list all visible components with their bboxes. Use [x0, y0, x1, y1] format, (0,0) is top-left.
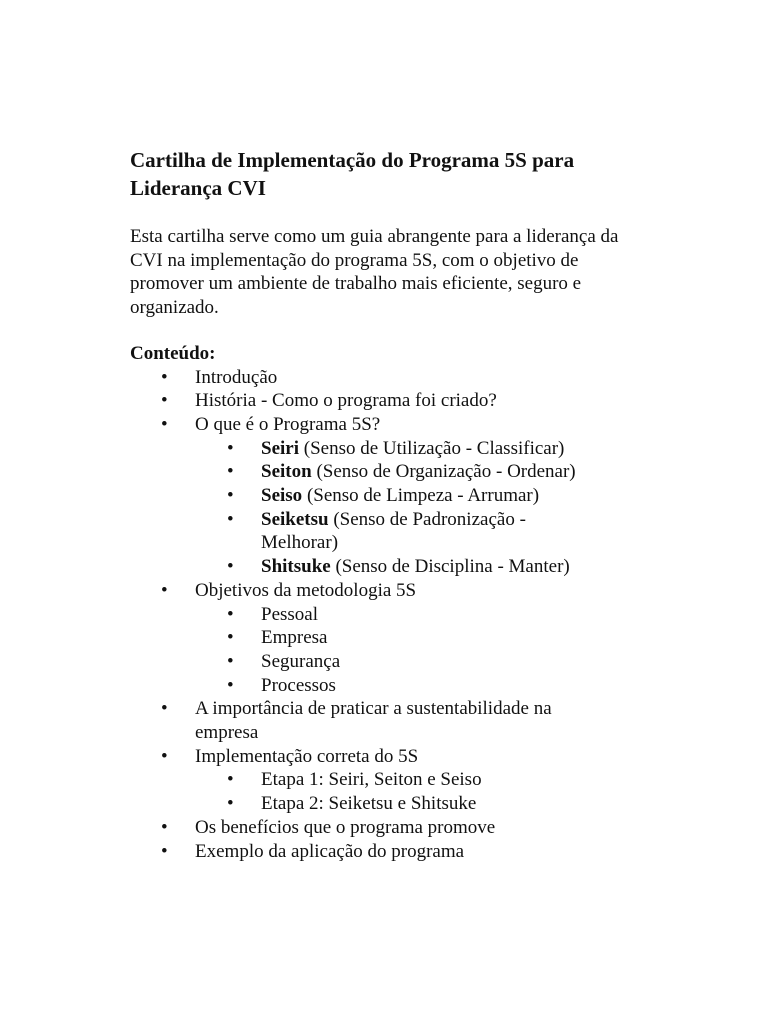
- term-label: Seiketsu: [261, 508, 329, 530]
- term-label: Seiso: [261, 485, 303, 507]
- sublist-item: [130, 650, 650, 674]
- sublist-item: [130, 484, 650, 508]
- sublist-5s-senses: [130, 437, 650, 579]
- intro-paragraph: Esta cartilha serve como um guia abrangente para a liderança da CVI na implementação do programa 5S, com o objetivo de promover um ambiente de trabalho mais eficiente, seguro e organizado.: [130, 226, 619, 318]
- bullet-icon: •: [227, 461, 234, 483]
- bullet-icon: •: [161, 745, 168, 767]
- document-page: [130, 146, 650, 863]
- list-item-text: Exemplo da aplicação do programa: [195, 840, 465, 862]
- term-description: (Senso de Organização - Ordenar): [311, 461, 576, 483]
- sublist-objetivos: [130, 603, 650, 698]
- sublist-item-text: Empresa: [261, 627, 328, 649]
- contents-list: [130, 366, 650, 864]
- sublist-item: [130, 603, 650, 627]
- bullet-icon: •: [227, 603, 234, 625]
- list-item-text: Os benefícios que o programa promove: [195, 816, 496, 838]
- sublist-item-text: Pessoal: [261, 603, 318, 625]
- list-item-text: A importância de praticar a sustentabilidade na empresa: [195, 698, 552, 744]
- bullet-icon: •: [227, 437, 234, 459]
- term-description: (Senso de Padronização - Melhorar): [261, 508, 526, 554]
- list-item: [130, 816, 650, 840]
- list-item: [130, 697, 650, 744]
- list-item: [130, 579, 650, 603]
- list-item: [130, 389, 650, 413]
- list-item-text: Implementação correta do 5S: [195, 745, 419, 767]
- list-item: [130, 840, 650, 864]
- bullet-icon: •: [161, 390, 168, 412]
- sublist-etapas: [130, 768, 650, 815]
- term-description: (Senso de Utilização - Classificar): [299, 437, 565, 459]
- sublist-item: [130, 768, 650, 792]
- bullet-icon: •: [227, 485, 234, 507]
- sublist-item: [130, 674, 650, 698]
- sublist-item: [130, 626, 650, 650]
- sublist-item-text: Processos: [261, 674, 336, 696]
- sublist-item-text: Etapa 2: Seiketsu e Shitsuke: [261, 793, 477, 815]
- list-item-text: Introdução: [195, 366, 278, 388]
- bullet-icon: •: [161, 366, 168, 388]
- bullet-icon: •: [161, 579, 168, 601]
- sublist-container: [130, 603, 650, 698]
- bullet-icon: •: [161, 840, 168, 862]
- bullet-icon: •: [227, 674, 234, 696]
- bullet-icon: •: [227, 508, 234, 530]
- sublist-container: [130, 437, 650, 579]
- sublist-container: [130, 768, 650, 815]
- bullet-icon: •: [161, 698, 168, 720]
- sublist-item: [130, 555, 650, 579]
- sublist-item: [130, 460, 650, 484]
- bullet-icon: •: [227, 650, 234, 672]
- list-item-text: O que é o Programa 5S?: [195, 413, 381, 435]
- term-label: Seiton: [261, 461, 312, 483]
- bullet-icon: •: [227, 793, 234, 815]
- list-item: [130, 745, 650, 769]
- sublist-item: [130, 508, 650, 555]
- sublist-item: [130, 792, 650, 816]
- sublist-item-text: Etapa 1: Seiri, Seiton e Seiso: [261, 769, 482, 791]
- document-title: Cartilha de Implementação do Programa 5S para Liderança CVI: [130, 148, 575, 200]
- list-item-text: Objetivos da metodologia 5S: [195, 579, 417, 601]
- bullet-icon: •: [227, 769, 234, 791]
- bullet-icon: •: [161, 816, 168, 838]
- contents-heading: Conteúdo:: [130, 343, 216, 364]
- list-item: [130, 413, 650, 437]
- term-description: (Senso de Limpeza - Arrumar): [302, 485, 540, 507]
- bullet-icon: •: [227, 556, 234, 578]
- list-item: [130, 366, 650, 390]
- sublist-item-text: Segurança: [261, 650, 341, 672]
- term-label: Shitsuke: [261, 556, 331, 578]
- sublist-item: [130, 437, 650, 461]
- bullet-icon: •: [161, 413, 168, 435]
- list-item-text: História - Como o programa foi criado?: [195, 390, 497, 412]
- term-description: (Senso de Disciplina - Manter): [330, 556, 570, 578]
- bullet-icon: •: [227, 627, 234, 649]
- term-label: Seiri: [261, 437, 299, 459]
